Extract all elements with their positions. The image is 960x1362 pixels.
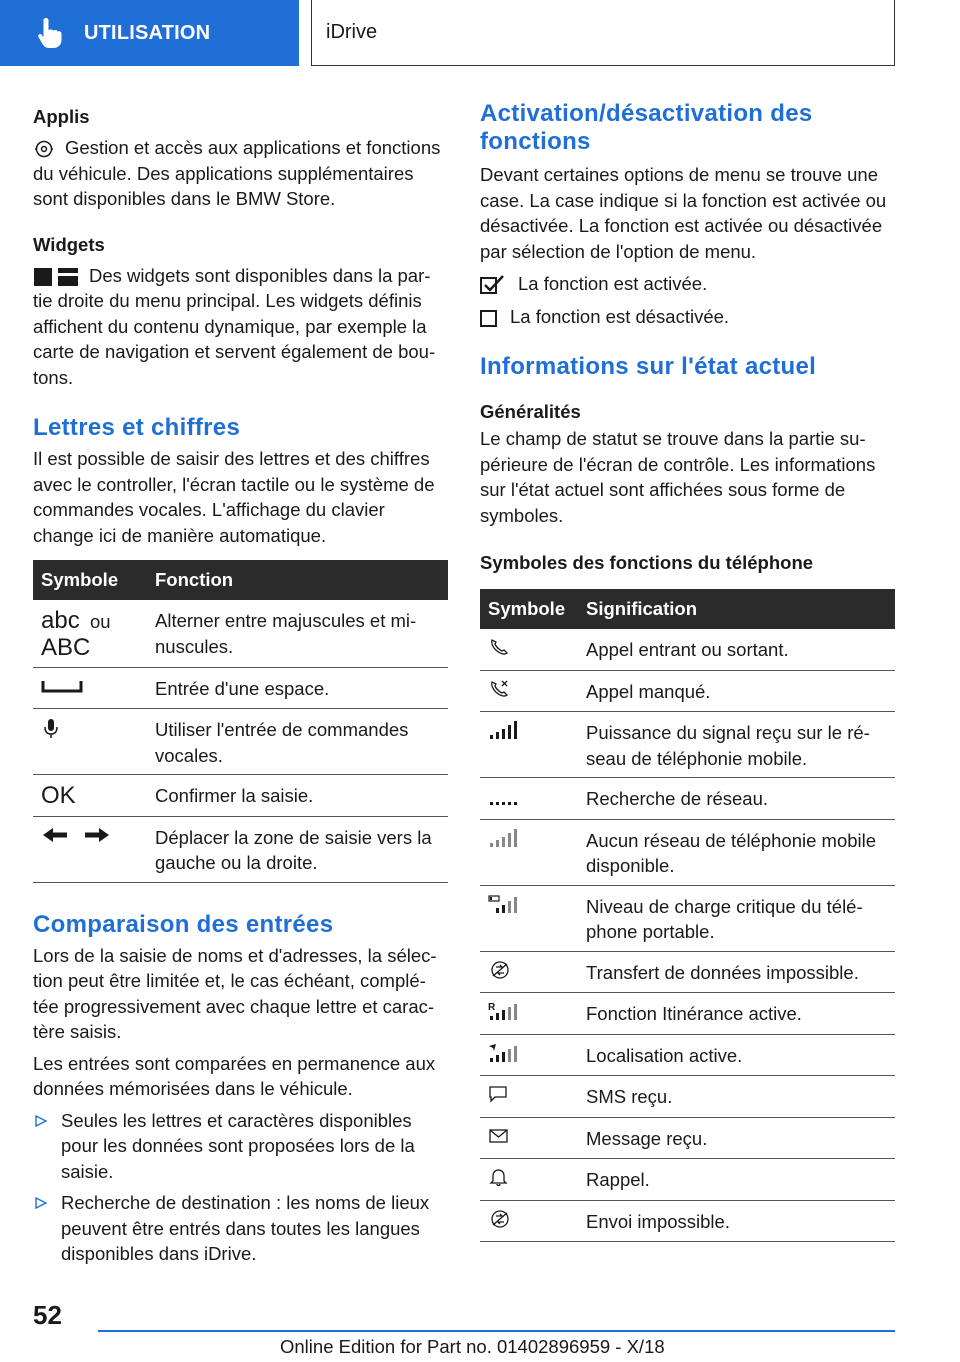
column-header: Symbole bbox=[33, 560, 155, 600]
table-row bbox=[33, 816, 448, 882]
location-icon bbox=[488, 1043, 518, 1063]
bullet-line: disponibles dans iDrive. bbox=[61, 1243, 257, 1264]
cell-line: Envoi impossible. bbox=[586, 1210, 730, 1232]
cell-line: Message reçu. bbox=[586, 1127, 708, 1149]
compare-paragraph-1 bbox=[33, 943, 448, 1045]
cell-line: Recherche de réseau. bbox=[586, 788, 769, 809]
letters-line: commandes vocales. L'affichage du clavier bbox=[33, 499, 385, 520]
cell-line: Rappel. bbox=[586, 1169, 650, 1190]
symbol-cell bbox=[33, 816, 155, 882]
section-title: UTILISATION bbox=[84, 21, 211, 44]
meaning-cell bbox=[586, 1034, 895, 1076]
applis-line: Gestion et accès aux applications et fonctions bbox=[65, 137, 441, 158]
cell-line: phone portable. bbox=[586, 921, 715, 942]
bell-icon bbox=[488, 1167, 510, 1187]
checkbox-checked-icon bbox=[480, 275, 506, 295]
uppercase-symbol: ABC bbox=[41, 633, 91, 661]
cell-line: Fonction Itinérance active. bbox=[586, 1003, 802, 1024]
edition-footer: Online Edition for Part no. 01402896959 - X/18 bbox=[280, 1336, 665, 1357]
compare-heading: Comparaison des entrées bbox=[33, 910, 334, 938]
activation-line: désactivée. La fonction est activée ou désactivée bbox=[480, 215, 883, 236]
column-header: Symbole bbox=[480, 589, 586, 629]
topic-box bbox=[311, 0, 895, 66]
cell-line: vocales. bbox=[155, 744, 223, 766]
cell-line: Transfert de données impossible. bbox=[586, 961, 859, 983]
bullet-line: pour les données sont proposées lors de la bbox=[61, 1135, 415, 1156]
left-column bbox=[33, 100, 448, 1267]
unchecked-text: La fonction est désactivée. bbox=[510, 305, 730, 327]
no-network-icon bbox=[488, 828, 518, 848]
applis-line: du véhicule. Des applications supplémentaires bbox=[33, 162, 414, 184]
cell-line: Puissance du signal reçu sur le ré- bbox=[586, 722, 870, 743]
symbol-cell bbox=[480, 1034, 586, 1076]
column-header: Fonction bbox=[155, 560, 448, 600]
table-row bbox=[480, 1159, 895, 1201]
symbol-cell bbox=[33, 709, 155, 775]
lowercase-symbol: abc bbox=[41, 607, 80, 634]
meaning-cell bbox=[586, 629, 895, 670]
column-header: Signification bbox=[586, 589, 895, 629]
activation-line: Devant certaines options de menu se trouve une bbox=[480, 164, 878, 185]
cell-line: Aucun réseau de téléphonie mobile bbox=[586, 829, 877, 851]
keyboard-symbols-table bbox=[33, 560, 448, 883]
meaning-cell bbox=[586, 1076, 895, 1118]
cell-line: disponible. bbox=[586, 855, 675, 876]
cell-line: Niveau de charge critique du télé- bbox=[586, 895, 863, 917]
table-row bbox=[33, 709, 448, 775]
checkbox-unchecked-icon bbox=[480, 308, 498, 328]
widgets-paragraph bbox=[33, 263, 448, 391]
widgets-line: tie droite du menu principal. Les widgets définis bbox=[33, 290, 422, 311]
symbol-cell bbox=[480, 1117, 586, 1159]
meaning-cell bbox=[586, 778, 895, 820]
compare-line: données mémorisées dans le véhicule. bbox=[33, 1078, 353, 1099]
svg-text:R: R bbox=[488, 1002, 496, 1013]
widgets-line: carte de navigation et servent également de bou- bbox=[33, 341, 436, 362]
table-header-row bbox=[480, 589, 895, 629]
or-text: ou bbox=[89, 611, 111, 632]
table-row bbox=[480, 1076, 895, 1118]
meaning-cell bbox=[586, 993, 895, 1035]
symbol-cell bbox=[480, 778, 586, 820]
table-row bbox=[480, 951, 895, 993]
symbol-cell bbox=[480, 993, 586, 1035]
symbol-cell bbox=[33, 667, 155, 709]
space-icon bbox=[41, 676, 83, 696]
symbol-cell bbox=[480, 1200, 586, 1242]
page-number: 52 bbox=[33, 1300, 62, 1330]
cell-line: Appel entrant ou sortant. bbox=[586, 639, 789, 660]
microphone-icon bbox=[41, 717, 61, 741]
cell-line: seau de téléphonie mobile. bbox=[586, 747, 808, 769]
right-column bbox=[480, 100, 895, 1242]
table-header-row bbox=[33, 560, 448, 600]
meaning-cell bbox=[586, 1117, 895, 1159]
general-paragraph bbox=[480, 426, 895, 528]
table-row bbox=[33, 667, 448, 709]
symbol-cell bbox=[480, 951, 586, 993]
meaning-cell bbox=[586, 951, 895, 993]
bullet-line: peuvent être entrés dans toutes les langues bbox=[61, 1217, 420, 1239]
symbol-cell bbox=[480, 885, 586, 951]
cell-line: Appel manqué. bbox=[586, 680, 711, 702]
letters-paragraph bbox=[33, 446, 448, 548]
applis-paragraph bbox=[33, 135, 448, 212]
symbol-cell bbox=[480, 629, 586, 670]
heading-line: Activation/désactivation des bbox=[480, 100, 813, 127]
apps-icon bbox=[33, 139, 55, 159]
compare-line: tée progressivement avec chaque lettre et carac- bbox=[33, 995, 435, 1017]
cell-line: Utiliser l'entrée de commandes bbox=[155, 719, 409, 740]
activation-line: case. La case indique si la fonction est activée ou bbox=[480, 189, 887, 211]
table-row bbox=[480, 712, 895, 778]
data-transfer-blocked-icon bbox=[488, 960, 512, 980]
widgets-heading: Widgets bbox=[33, 233, 105, 255]
widgets-icon bbox=[33, 267, 79, 287]
cell-line: Confirmer la saisie. bbox=[155, 785, 314, 806]
compare-line: tion peut être limitée et, le cas échéant, complé- bbox=[33, 970, 426, 991]
meaning-cell bbox=[586, 670, 895, 712]
compare-paragraph-2 bbox=[33, 1051, 448, 1102]
triangle-bullet-icon bbox=[35, 1115, 47, 1127]
compare-line: Lors de la saisie de noms et d'adresses, la sélec- bbox=[33, 944, 437, 966]
cell-line: SMS reçu. bbox=[586, 1086, 673, 1107]
meaning-cell bbox=[586, 819, 895, 885]
phone-symbols-table bbox=[480, 589, 895, 1242]
meaning-cell bbox=[586, 712, 895, 778]
network-search-icon bbox=[488, 786, 518, 806]
widgets-line: Des widgets sont disponibles dans la par- bbox=[89, 264, 431, 286]
table-row bbox=[480, 1117, 895, 1159]
hand-pointer-icon bbox=[36, 16, 64, 50]
meaning-cell bbox=[586, 1200, 895, 1242]
cell-line: Localisation active. bbox=[586, 1044, 743, 1066]
function-cell bbox=[155, 600, 448, 667]
table-row bbox=[480, 819, 895, 885]
letters-line: Il est possible de saisir des lettres et des chiffres bbox=[33, 448, 430, 469]
phone-symbols-heading: Symboles des fonctions du téléphone bbox=[480, 552, 814, 573]
general-line: périeure de l'écran de contrôle. Les informations bbox=[480, 453, 876, 475]
triangle-bullet-icon bbox=[35, 1197, 47, 1209]
function-cell bbox=[155, 667, 448, 709]
ok-symbol: OK bbox=[41, 782, 76, 809]
table-row bbox=[480, 1034, 895, 1076]
applis-line: sont disponibles dans le BMW Store. bbox=[33, 188, 336, 209]
cell-line: Déplacer la zone de saisie vers la bbox=[155, 826, 432, 848]
cell-line: Entrée d'une espace. bbox=[155, 677, 330, 699]
symbol-cell bbox=[480, 819, 586, 885]
cell-line: Alterner entre majuscules et mi- bbox=[155, 610, 417, 631]
signal-strength-icon bbox=[488, 720, 518, 740]
widgets-line: tons. bbox=[33, 366, 74, 388]
table-row bbox=[480, 1200, 895, 1242]
table-row bbox=[480, 885, 895, 951]
status-heading: Informations sur l'état actuel bbox=[480, 353, 817, 380]
activation-paragraph bbox=[480, 162, 895, 264]
bullet-line: Recherche de destination : les noms de lieux bbox=[61, 1192, 430, 1213]
section-tab bbox=[0, 0, 299, 66]
table-row bbox=[480, 629, 895, 670]
phone-call-icon bbox=[488, 637, 510, 657]
roaming-icon bbox=[488, 1001, 518, 1021]
list-item bbox=[33, 1190, 448, 1267]
function-cell bbox=[155, 816, 448, 882]
table-row bbox=[33, 775, 448, 817]
mail-icon bbox=[488, 1126, 510, 1146]
widgets-line: affichent du contenu dynamique, par exemple la bbox=[33, 315, 427, 337]
symbol-cell bbox=[33, 775, 155, 817]
symbol-cell bbox=[480, 1076, 586, 1118]
meaning-cell bbox=[586, 885, 895, 951]
general-heading: Généralités bbox=[480, 401, 581, 422]
topic-title: iDrive bbox=[326, 21, 378, 43]
unchecked-line bbox=[480, 304, 895, 330]
compare-line: tère saisis. bbox=[33, 1021, 122, 1042]
letters-line: change ici de manière automatique. bbox=[33, 524, 327, 546]
bullet-line: Seules les lettres et caractères disponibles bbox=[61, 1109, 412, 1131]
letters-heading: Lettres et chiffres bbox=[33, 414, 241, 441]
missed-call-icon bbox=[488, 679, 510, 699]
send-blocked-icon bbox=[488, 1209, 512, 1229]
symbol-cell bbox=[480, 1159, 586, 1201]
battery-low-icon bbox=[488, 894, 518, 914]
table-row bbox=[480, 778, 895, 820]
applis-heading: Applis bbox=[33, 106, 90, 127]
table-row bbox=[480, 670, 895, 712]
heading-line: fonctions bbox=[480, 128, 591, 155]
general-line: symboles. bbox=[480, 504, 564, 526]
checked-text: La fonction est activée. bbox=[518, 273, 708, 294]
function-cell bbox=[155, 775, 448, 817]
symbol-cell bbox=[480, 670, 586, 712]
compare-line: Les entrées sont comparées en permanence aux bbox=[33, 1052, 436, 1074]
bullet-line: saisie. bbox=[61, 1160, 114, 1182]
symbol-cell bbox=[33, 600, 155, 667]
page-header bbox=[0, 0, 960, 66]
table-row bbox=[33, 600, 448, 667]
activation-line: par sélection de l'option de menu. bbox=[480, 240, 757, 262]
meaning-cell bbox=[586, 1159, 895, 1201]
cell-line: nuscules. bbox=[155, 635, 234, 657]
function-cell bbox=[155, 709, 448, 775]
footer-divider bbox=[98, 1330, 895, 1332]
left-right-arrows-icon bbox=[41, 825, 111, 845]
list-item bbox=[33, 1108, 448, 1185]
cell-line: gauche ou la droite. bbox=[155, 852, 318, 873]
sms-icon bbox=[488, 1084, 510, 1104]
activation-heading bbox=[480, 100, 895, 156]
symbol-cell bbox=[480, 712, 586, 778]
general-line: Le champ de statut se trouve dans la partie su- bbox=[480, 428, 866, 449]
general-line: sur l'état actuel sont affichées sous forme de bbox=[480, 479, 846, 500]
checked-line bbox=[480, 271, 895, 297]
table-row bbox=[480, 993, 895, 1035]
letters-line: avec le controller, l'écran tactile ou le système de bbox=[33, 473, 435, 495]
